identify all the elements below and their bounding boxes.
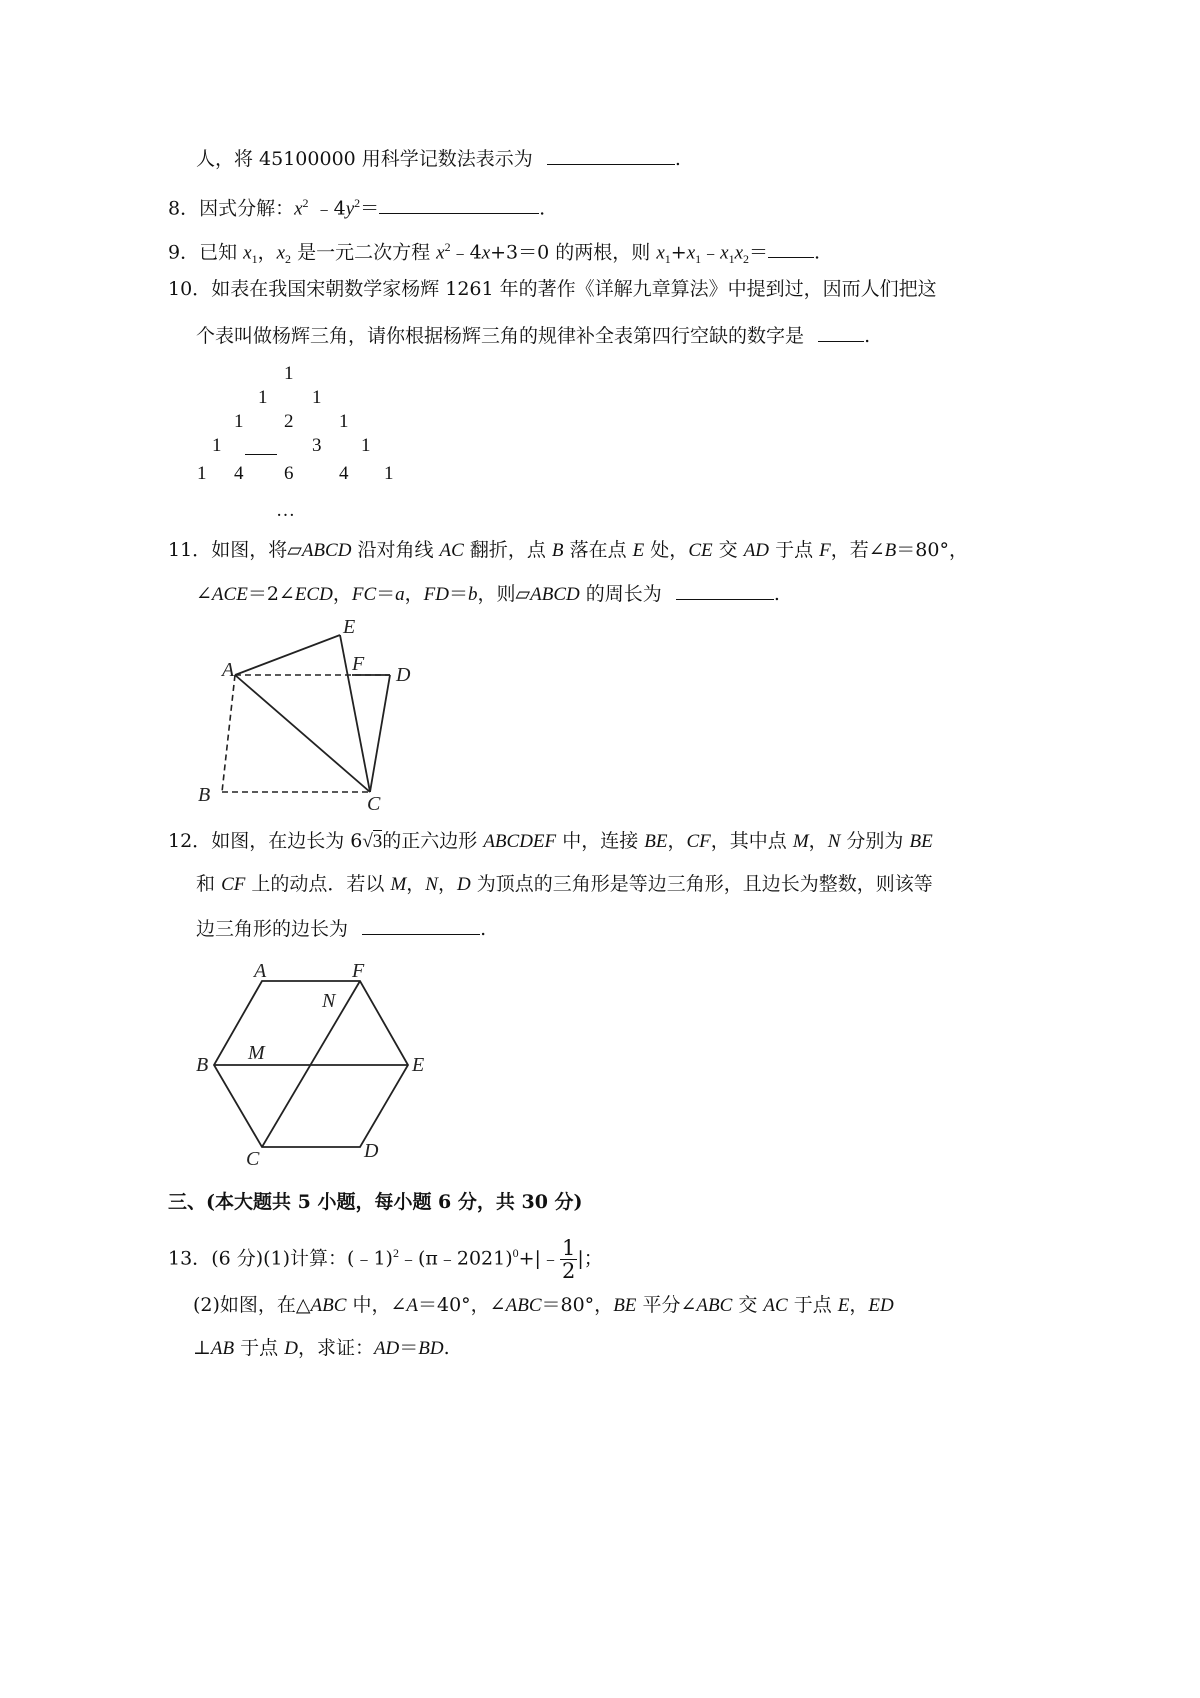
fig11-label-e: E	[343, 616, 356, 638]
fig12-label-f: F	[352, 960, 365, 982]
fig12-segment-cf	[262, 981, 360, 1147]
pascal-r4-c1: 1	[212, 435, 222, 456]
fig12-label-n: N	[322, 990, 336, 1012]
q12-line2: 和 CF 上的动点．若以 M，N，D 为顶点的三角形是等边三角形，且边长为整数，则该等	[196, 873, 933, 895]
q13-part1: 13．(6 分)(1)计算：(﹣1)$^2$﹣(π﹣2021)$^0$+|﹣ $\frac{1}{2}$ |；	[168, 1236, 603, 1283]
pascal-r2-c1: 1	[258, 387, 268, 408]
fig12-label-e: E	[412, 1054, 425, 1076]
pascal-r1-c1: 1	[284, 363, 294, 384]
q13-part2-line1: (2)如图，在△ABC 中，∠A＝40°，∠ABC＝80°，BE 平分∠ABC 交 AC 于点 E，ED	[193, 1294, 894, 1316]
q10-line1: 10．如表在我国宋朝数学家杨辉 1261 年的著作《详解九章算法》中提到过，因而人们把这	[168, 278, 937, 300]
fig11-label-b: B	[198, 784, 211, 806]
fig12-label-c: C	[246, 1148, 260, 1170]
pascal-missing-blank[interactable]	[245, 436, 277, 455]
fraction-one-half: $\frac{1}{2}$	[561, 1236, 576, 1283]
pascal-r2-c2: 1	[312, 387, 322, 408]
fig12-label-a: A	[254, 960, 267, 982]
q7-continuation: 人，将 45100000 用科学记数法表示为 .	[196, 148, 681, 170]
pascal-r5-c3: 6	[284, 463, 294, 484]
q12-line3: 边三角形的边长为 .	[196, 918, 487, 940]
q10-line2: 个表叫做杨辉三角，请你根据杨辉三角的规律补全表第四行空缺的数字是 .	[196, 325, 871, 347]
pascal-r3-c2: 2	[284, 411, 294, 432]
pascal-r5-c5: 1	[384, 463, 394, 484]
fig12-label-d: D	[364, 1140, 379, 1162]
q9-answer-blank[interactable]	[768, 239, 814, 258]
fig11-label-f: F	[352, 653, 365, 675]
q7-answer-blank[interactable]	[547, 146, 675, 165]
pascal-r3-c1: 1	[234, 411, 244, 432]
q8-answer-blank[interactable]	[379, 195, 539, 214]
pascal-ellipsis: …	[276, 500, 299, 521]
pascal-r5-c4: 4	[339, 463, 349, 484]
section-3-title: 三、(本大题共 5 小题，每小题 6 分，共 30 分)	[168, 1191, 583, 1213]
pascal-r5-c1: 1	[197, 463, 207, 484]
fig12-label-m: M	[248, 1042, 265, 1064]
fig11-edge-ac	[235, 675, 370, 792]
q11-answer-blank[interactable]	[676, 581, 774, 600]
q13-part2-line2: ⊥AB 于点 D，求证：AD＝BD.	[193, 1337, 450, 1359]
pascal-r3-c3: 1	[339, 411, 349, 432]
fig11-edge-dc	[370, 675, 390, 792]
q11-line2: ∠ACE＝2∠ECD，FC＝a，FD＝b，则▱ABCD 的周长为 .	[196, 583, 780, 605]
figure-12	[190, 955, 450, 1175]
pascal-r5-c2: 4	[234, 463, 244, 484]
q12-line1: 12．如图，在边长为 6√3的正六边形 ABCDEF 中，连接 BE，CF，其中点 M，N 分别为 BE	[168, 830, 933, 852]
pascal-r4-c3: 3	[312, 435, 322, 456]
fig11-label-d: D	[396, 664, 411, 686]
fig12-label-b: B	[196, 1054, 209, 1076]
fig11-label-a: A	[222, 659, 235, 681]
q8: 8．因式分解：$x^2$ $﹣4y^2=$ .	[168, 196, 546, 220]
fig11-edge-ab	[222, 675, 235, 792]
fig11-label-c: C	[367, 793, 381, 815]
q10-answer-blank[interactable]	[818, 323, 864, 342]
fig11-edge-ae	[235, 635, 340, 675]
sqrt3: √3	[362, 831, 383, 852]
figure-11	[190, 615, 430, 815]
pascal-r4-c4: 1	[361, 435, 371, 456]
q12-answer-blank[interactable]	[362, 916, 480, 935]
q11-line1: 11．如图，将▱ABCD 沿对角线 AC 翻折，点 B 落在点 E 处，CE 交 AD 于点 F，若∠B＝80°，	[168, 539, 968, 561]
q9: 9．已知 $x_1$，$x_2$ 是一元二次方程 $x^2﹣4x+3=0$ 的两根，则 $x_1+x_1﹣x_1x_2=$ .	[168, 240, 821, 267]
